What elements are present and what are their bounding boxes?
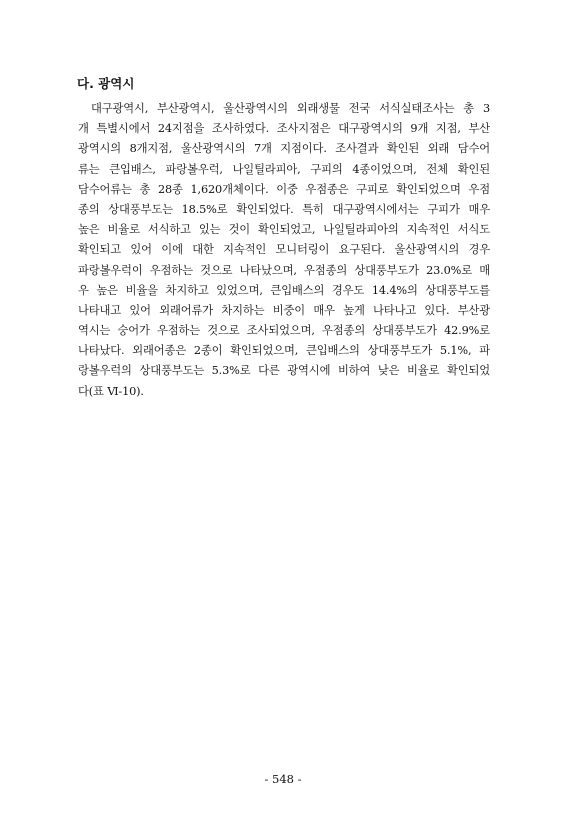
paragraph-line: 다(표 Ⅵ-10). <box>78 384 144 398</box>
paragraph-line: 우 높은 비율을 차지하고 있었으며, 큰입배스의 경우도 14.4%의 상대풍부도를 <box>78 283 490 297</box>
body-paragraph <box>78 99 490 402</box>
paragraph-line: 대구광역시, 부산광역시, 울산광역시의 외래생물 전국 서식실태조사는 총 3 <box>91 102 490 115</box>
paragraph-line: 개 특별시에서 24지점을 조사하였다. 조사지점은 대구광역시의 9개 지점, 부산 <box>78 122 490 136</box>
paragraph-line: 랑볼우럭의 상대풍부도는 5.3%로 다른 광역시에 비하여 낮은 비율로 확인되었 <box>78 364 490 378</box>
paragraph-line: 나타내고 있어 외래어류가 차지하는 비중이 매우 높게 나타나고 있다. 부산광 <box>78 303 490 317</box>
paragraph-line: 종의 상대풍부도는 18.5%로 확인되었다. 특히 대구광역시에서는 구피가 매우 <box>78 202 490 216</box>
paragraph-line: 역시는 숭어가 우점하는 것으로 조사되었으며, 우점종의 상대풍부도가 42.9%로 <box>78 324 490 338</box>
paragraph-line: 높은 비율로 서식하고 있는 것이 확인되었고, 나일틸라피아의 지속적인 서식도 <box>78 223 490 237</box>
paragraph-line: 파랑볼우럭이 우점하는 것으로 나타났으며, 우점종의 상대풍부도가 23.0%로 매 <box>78 263 490 277</box>
page-number: - 548 - <box>264 772 302 786</box>
paragraph-line: 류는 큰입배스, 파랑볼우럭, 나일틸라피아, 구피의 4종이었으며, 전체 확인된 <box>78 162 490 176</box>
section-heading: 다. 광역시 <box>77 76 135 91</box>
paragraph-line: 담수어류는 총 28종 1,620개체이다. 이중 우점종은 구피로 확인되었으며 우점 <box>78 182 490 196</box>
paragraph-line: 나타났다. 외래어종은 2종이 확인되었으며, 큰입배스의 상대풍부도가 5.1%, 파 <box>78 344 490 358</box>
paragraph-line: 확인되고 있어 이에 대한 지속적인 모니터링이 요구된다. 울산광역시의 경우 <box>78 243 490 257</box>
paragraph-line: 광역시의 8개지점, 울산광역시의 7개 지점이다. 조사결과 확인된 외래 담수어 <box>78 142 490 156</box>
